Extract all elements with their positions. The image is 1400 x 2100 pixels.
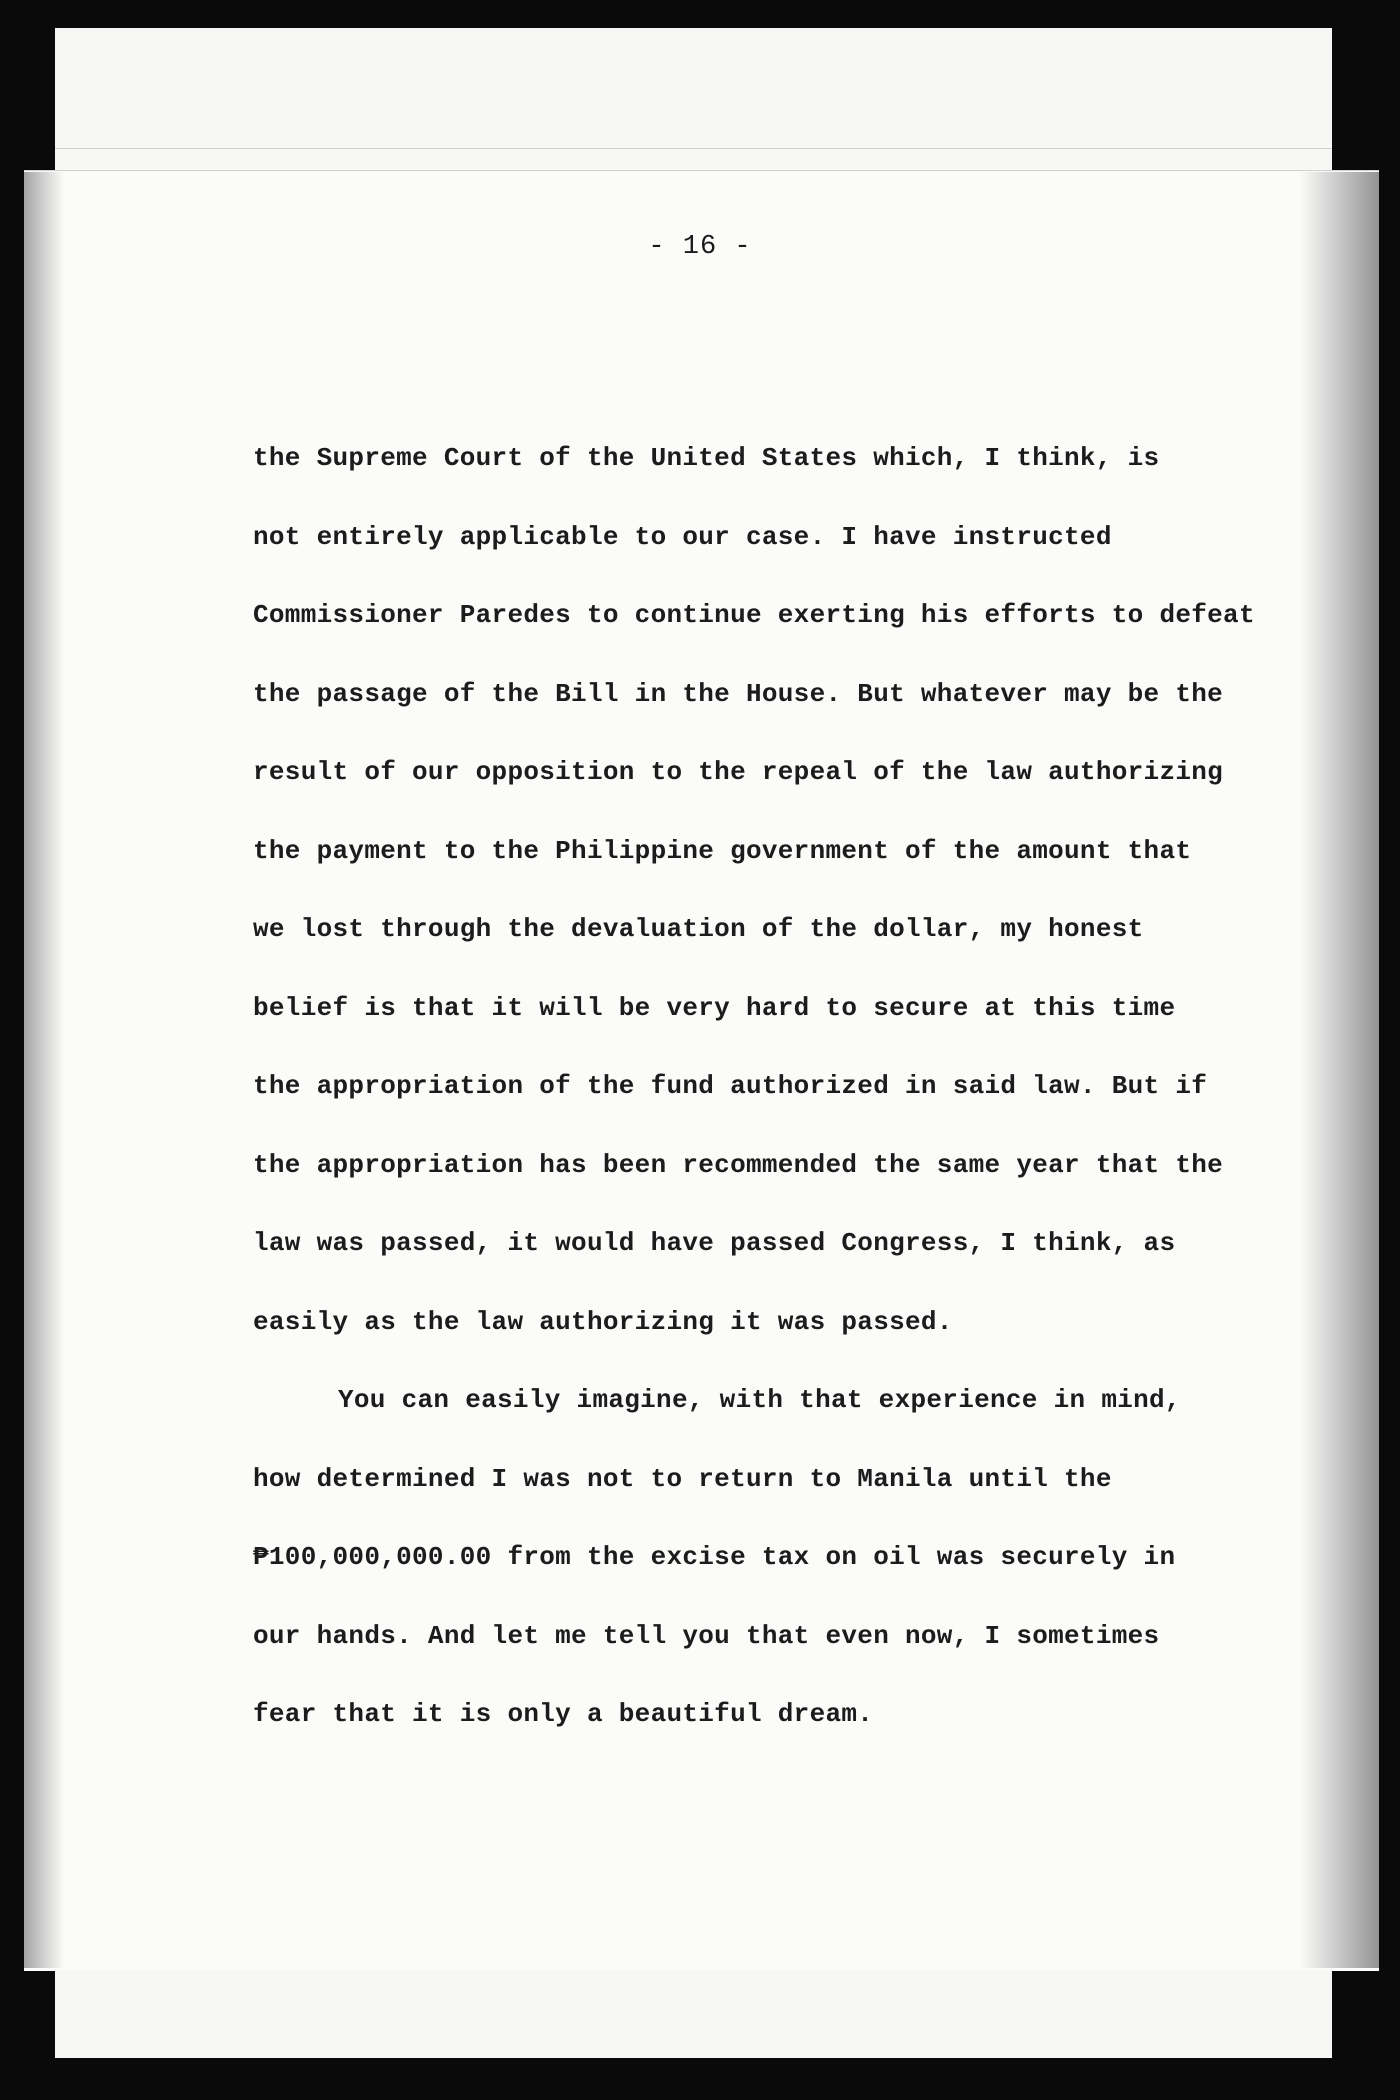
text-line: belief is that it will be very hard to secure at this time bbox=[253, 992, 1176, 1023]
page-number: - 16 - bbox=[648, 232, 752, 262]
text-line: fear that it is only a beautiful dream. bbox=[253, 1699, 874, 1729]
text-line: how determined I was not to return to Manila until the bbox=[253, 1463, 1112, 1494]
body-text bbox=[253, 438, 1253, 1773]
text-line: our hands. And let me tell you that even now, I sometimes bbox=[253, 1620, 1160, 1651]
text-line: we lost through the devaluation of the dollar, my honest bbox=[253, 914, 1144, 944]
text-line: the payment to the Philippine government of the amount that bbox=[253, 835, 1192, 866]
sheet-edge bbox=[55, 148, 1332, 149]
left-edge-shadow bbox=[24, 172, 64, 1968]
text-line: ₱100,000,000.00 from the excise tax on oil was securely in bbox=[253, 1542, 1176, 1572]
text-line: the Supreme Court of the United States which, I think, is bbox=[253, 443, 1160, 473]
text-line: not entirely applicable to our case. I have instructed bbox=[253, 521, 1112, 552]
text-line: Commissioner Paredes to continue exerting his efforts to defeat bbox=[253, 600, 1255, 630]
right-edge-shadow bbox=[1300, 172, 1379, 1968]
paragraph-start-line: You can easily imagine, with that experience in mind, bbox=[338, 1385, 1181, 1415]
text-line: easily as the law authorizing it was passed. bbox=[253, 1306, 953, 1337]
text-line: the passage of the Bill in the House. But whatever may be the bbox=[253, 678, 1224, 709]
text-line: the appropriation of the fund authorized in said law. But if bbox=[253, 1071, 1208, 1101]
text-line: the appropriation has been recommended the same year that the bbox=[253, 1149, 1224, 1180]
text-line: law was passed, it would have passed Congress, I think, as bbox=[253, 1228, 1176, 1258]
text-line: result of our opposition to the repeal of the law authorizing bbox=[253, 757, 1224, 787]
